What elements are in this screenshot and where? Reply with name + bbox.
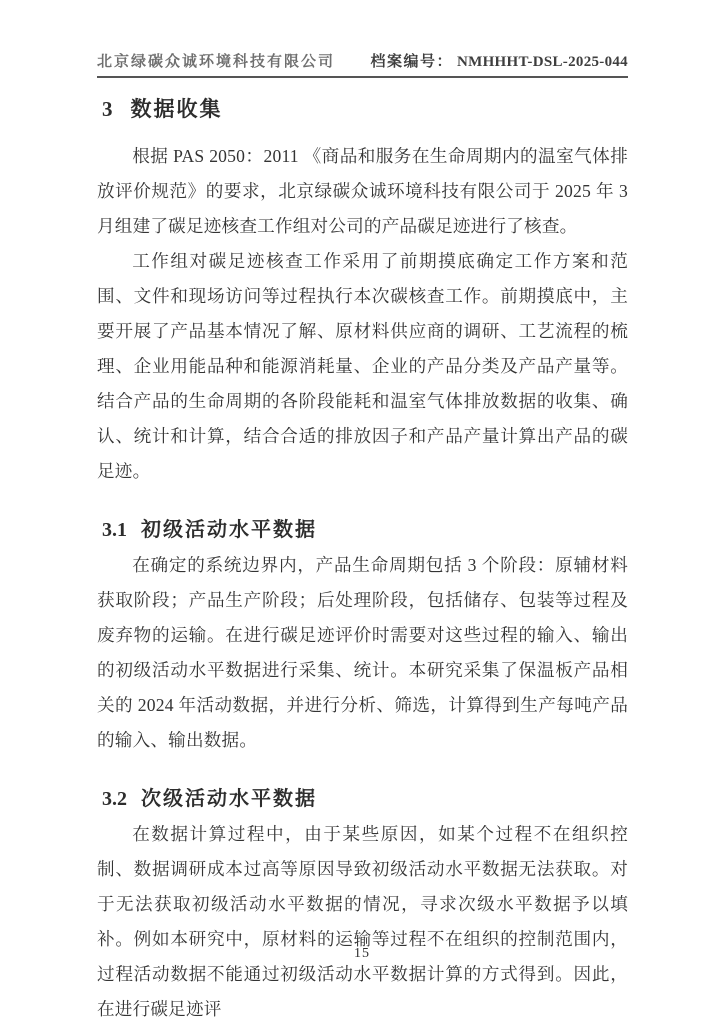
page-footer xyxy=(0,944,724,962)
header-divider xyxy=(97,76,628,78)
section-number-3-2: 3.2 xyxy=(102,788,127,810)
section-3-1-paragraph: 在确定的系统边界内，产品生命周期包括 3 个阶段：原辅材料获取阶段；产品生产阶段；后处理阶段，包括储存、包装等过程及废弃物的运输。在进行碳足迹评价时需要对这些过程的输入、输出的初级活动水平数据进行采集、统计。本研究采集了保温板产品相关的 2024 年活动数据，并进行分析、筛选，计算得到生产每吨产品的输入、输出数据。 xyxy=(97,555,628,750)
header-company-name: 北京绿碳众诚环境科技有限公司 xyxy=(97,54,336,70)
file-number-label: 档案编号： xyxy=(370,54,453,70)
intro-paragraph-1: 根据 PAS 2050：2011 《商品和服务在生命周期内的温室气体排放评价规范》的要求，北京绿碳众诚环境科技有限公司于 2025 年 3 月组建了碳足迹核查工作组对公司的产品碳足迹进行了核查。 xyxy=(97,146,628,236)
section-title-3-2: 次级活动水平数据 xyxy=(141,788,317,810)
header-row xyxy=(97,50,628,71)
section-number-3-1: 3.1 xyxy=(102,519,127,541)
section-3-2-paragraph: 在数据计算过程中，由于某些原因，如某个过程不在组织控制、数据调研成本过高等原因导致初级活动水平数据无法获取。对于无法获取初级活动水平数据的情况，寻求次级水平数据予以填补。例如本研究中，原材料的运输等过程不在组织的控制范围内，过程活动数据不能通过初级活动水平数据计算的方式得到。因此，在进行碳足迹评 xyxy=(97,824,628,1019)
section-heading-3-2 xyxy=(102,782,628,811)
section-heading-3-1 xyxy=(102,513,628,542)
chapter-heading xyxy=(102,93,628,123)
page-number: 15 xyxy=(354,946,370,961)
chapter-number: 3 xyxy=(102,97,113,121)
intro-paragraph-2: 工作组对碳足迹核查工作采用了前期摸底确定工作方案和范围、文件和现场访问等过程执行本次碳核查工作。前期摸底中，主要开展了产品基本情况了解、原材料供应商的调研、工艺流程的梳理、企业用能品种和能源消耗量、企业的产品分类及产品产量等。结合产品的生命周期的各阶段能耗和温室气体排放数据的收集、确认、统计和计算，结合合适的排放因子和产品产量计算出产品的碳足迹。 xyxy=(97,251,628,481)
header-file-number xyxy=(370,50,628,71)
document-body xyxy=(97,93,628,1024)
page-header xyxy=(97,50,628,78)
file-number-value: NMHHHT-DSL-2025-044 xyxy=(457,54,628,70)
chapter-title: 数据收集 xyxy=(130,97,223,121)
section-title-3-1: 初级活动水平数据 xyxy=(141,519,317,541)
